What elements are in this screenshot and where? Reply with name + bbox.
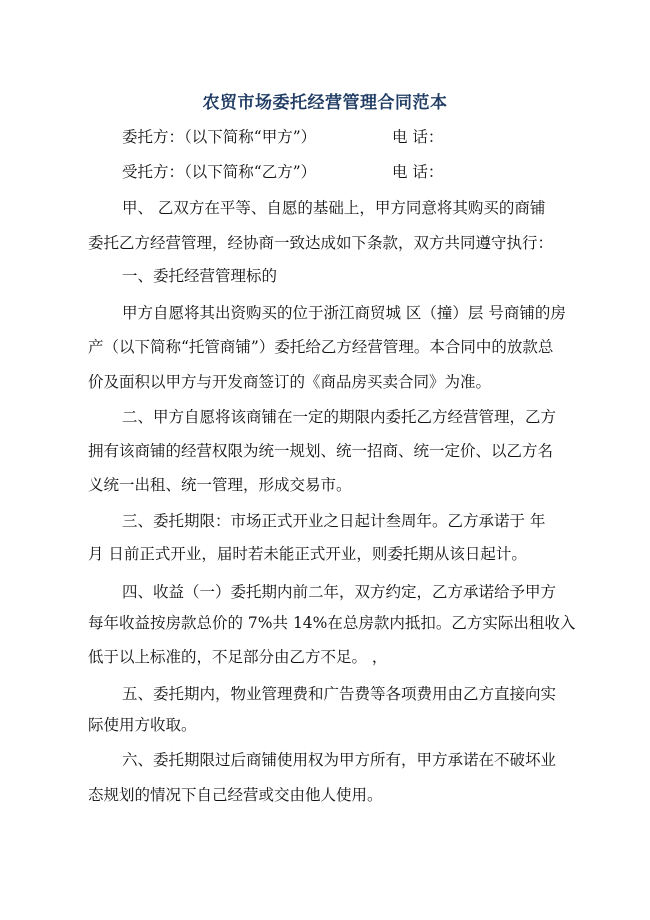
body-line: 六、委托期限过后商铺使用权为甲方所有，甲方承诺在不破坏业	[122, 751, 557, 769]
body-line: 义统一出租、统一管理，形成交易市。	[88, 476, 352, 494]
body-line: 五、委托期内，物业管理费和广告费等各项费用由乙方直接向实	[122, 685, 557, 703]
body-line: 态规划的情况下自己经营或交由他人使用。	[88, 786, 383, 804]
body-line: 四、收益（一）委托期内前二年，双方约定，乙方承诺给予甲方	[122, 583, 557, 601]
body-line: 月 日前正式开业，届时若未能正式开业，则委托期从该日起计。	[88, 545, 527, 563]
body-line: 二、甲方自愿将该商铺在一定的期限内委托乙方经营管理，乙方	[122, 408, 557, 426]
body-line: 三、委托期限：市场正式开业之日起计叁周年。乙方承诺于 年	[122, 512, 546, 530]
body-line: 甲、 乙双方在平等、自愿的基础上，甲方同意将其购买的商铺	[122, 199, 546, 217]
body-line: 拥有该商铺的经营权限为统一规划、统一招商、统一定价、以乙方名	[88, 442, 554, 460]
body-line: 价及面积以甲方与开发商签订的《商品房买卖合同》为准。	[88, 373, 492, 391]
body-line: 低于以上标准的，不足部分由乙方不足。 ，	[88, 648, 388, 666]
party-b-desc: （以下简称“乙方”）	[184, 163, 317, 181]
body-line: 甲方自愿将其出资购买的位于浙江商贸城 区（撞）层 号商铺的房	[122, 304, 566, 322]
party-a-tel: 电 话：	[392, 128, 444, 146]
party-a-label: 委托方：	[122, 128, 185, 146]
document-title: 农贸市场委托经营管理合同范本	[202, 93, 448, 113]
body-line: 每年收益按房款总价的 7%共 14%在总房款内抵扣。乙方实际出租收入	[88, 614, 576, 632]
party-b-label: 受托方：	[122, 163, 185, 181]
body-line: 产（以下简称“托管商铺”）委托给乙方经营管理。本合同中的放款总	[88, 338, 554, 356]
party-b-line	[122, 162, 562, 182]
body-line: 委托乙方经营管理，经协商一致达成如下条款，双方共同遵守执行：	[88, 234, 554, 252]
party-b-tel: 电 话：	[392, 163, 444, 181]
section-heading: 一、委托经营管理标的	[122, 267, 278, 285]
body-line: 际使用方收取。	[88, 716, 197, 734]
party-a-line	[122, 127, 562, 147]
party-a-desc: （以下简称“甲方”）	[184, 128, 317, 146]
